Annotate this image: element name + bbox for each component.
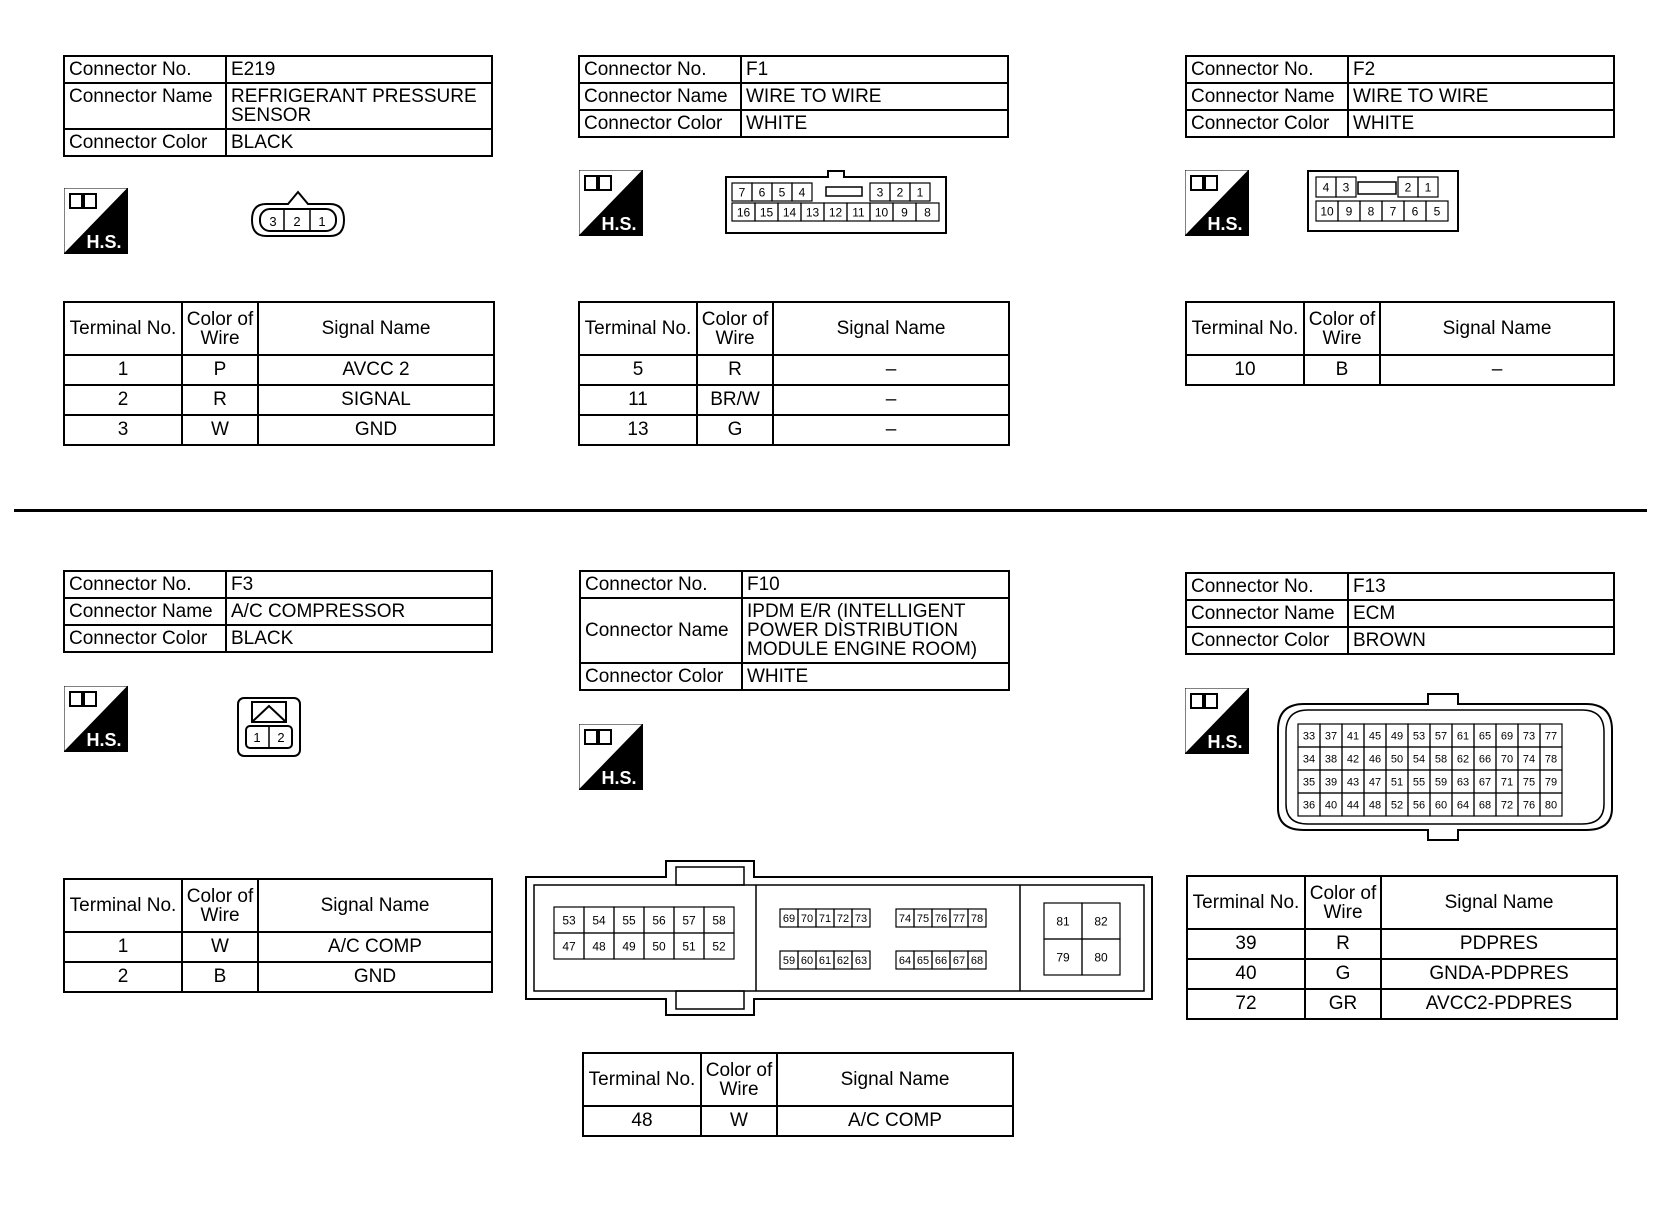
header-terminal: Terminal No. (1186, 302, 1304, 355)
pin-label: 51 (682, 939, 696, 954)
connector-face-f10 (524, 859, 1154, 1019)
pin-label: 62 (836, 954, 850, 967)
connector-no-value: F13 (1348, 573, 1614, 600)
connector-name-value: REFRIGERANT PRESSURE SENSOR (226, 83, 492, 129)
pin: 2 (277, 730, 285, 745)
pin-label: 4 (1322, 180, 1330, 195)
pin-label: 77 (952, 912, 966, 925)
key-connector-no: Connector No. (64, 571, 226, 598)
header-terminal: Terminal No. (579, 302, 697, 355)
pin-label: 39 (1324, 776, 1338, 789)
pin-label: 4 (798, 185, 806, 200)
pin-label: 64 (1456, 799, 1470, 812)
pin-grid (1298, 724, 1562, 816)
hs-label: H.S. (86, 730, 122, 750)
connector-name-value: WIRE TO WIRE (1348, 83, 1614, 110)
pin-label: 59 (1434, 776, 1448, 789)
connector-name-value: ECM (1348, 600, 1614, 627)
pin-label: 37 (1324, 730, 1338, 743)
key-connector-name: Connector Name (1186, 83, 1348, 110)
pin-label: 8 (1367, 204, 1375, 219)
connector-color-value: BLACK (226, 625, 492, 652)
header-signal: Signal Name (258, 302, 494, 355)
pin-label: 78 (1544, 753, 1558, 766)
pin-label: 47 (562, 939, 576, 954)
key-connector-color: Connector Color (64, 625, 226, 652)
pin-label: 8 (924, 205, 931, 220)
pin-layout (554, 903, 1120, 975)
key-connector-name: Connector Name (64, 598, 226, 625)
pin-label: 66 (934, 954, 948, 967)
connector-face-f2 (1306, 169, 1460, 233)
hs-label: H.S. (1207, 732, 1243, 752)
pin-label: 55 (1412, 776, 1426, 789)
connector-info-f2 (1185, 55, 1615, 138)
pin-label: 1 (916, 185, 924, 200)
connector-no-value: F3 (226, 571, 492, 598)
pin-label: 2 (896, 185, 904, 200)
pin-label: 58 (1434, 753, 1448, 766)
pin-label: 50 (652, 939, 666, 954)
connector-name-value: IPDM E/R (INTELLIGENT POWER DISTRIBUTION MODULE ENGINE ROOM) (742, 598, 1009, 663)
table-row: 5 R – (579, 355, 1009, 385)
pin-label: 42 (1346, 753, 1360, 766)
header-color-of-wire: Color of Wire (1304, 302, 1380, 355)
pin-label: 35 (1302, 776, 1316, 789)
pin-label: 76 (934, 912, 948, 925)
header-color-of-wire: Color of Wire (697, 302, 773, 355)
pin-label: 76 (1522, 799, 1536, 812)
header-signal: Signal Name (1381, 876, 1617, 929)
pin-label: 70 (1500, 753, 1514, 766)
table-row: 48 W A/C COMP (583, 1106, 1013, 1136)
pin-label: 41 (1346, 730, 1360, 743)
pin-row-bottom (1316, 201, 1448, 221)
pin-label: 58 (712, 913, 726, 928)
key-connector-no: Connector No. (1186, 573, 1348, 600)
pin-label: 3 (876, 185, 884, 200)
pin-label: 55 (622, 913, 636, 928)
table-row: 2 B GND (64, 962, 492, 992)
pin-label: 1 (1424, 180, 1432, 195)
pin-label: 56 (1412, 799, 1426, 812)
pin: 2 (293, 214, 301, 229)
pin-label: 64 (898, 954, 912, 967)
connector-color-value: WHITE (742, 663, 1009, 690)
pin-label: 63 (854, 954, 868, 967)
harness-side-icon (579, 724, 643, 790)
hs-label: H.S. (601, 768, 637, 788)
key-connector-name: Connector Name (579, 83, 741, 110)
pin-label: 6 (758, 185, 766, 200)
terminal-table-e219 (63, 301, 495, 446)
header-color-of-wire: Color of Wire (182, 302, 258, 355)
pin-label: 40 (1324, 799, 1338, 812)
pin-label: 61 (1456, 730, 1470, 743)
connector-info-f13 (1185, 572, 1615, 655)
connector-name-value: WIRE TO WIRE (741, 83, 1008, 110)
header-terminal: Terminal No. (583, 1053, 701, 1106)
key-connector-name: Connector Name (580, 598, 742, 663)
section-divider (14, 509, 1647, 512)
pin-label: 14 (782, 205, 797, 220)
pin-label: 47 (1368, 776, 1382, 789)
pin-row-top (732, 183, 930, 201)
pin-label: 48 (1368, 799, 1382, 812)
pin-label: 6 (1411, 204, 1419, 219)
pin-label: 3 (1342, 180, 1350, 195)
table-row: 40 G GNDA-PDPRES (1187, 959, 1617, 989)
header-terminal: Terminal No. (64, 879, 182, 932)
connector-name-value: A/C COMPRESSOR (226, 598, 492, 625)
connector-color-value: BROWN (1348, 627, 1614, 654)
pin-row-bottom (732, 203, 939, 221)
table-row: 11 BR/W – (579, 385, 1009, 415)
pin-label: 78 (970, 912, 984, 925)
pin-label: 67 (1478, 776, 1492, 789)
connector-info-f1 (578, 55, 1009, 138)
pin-label: 13 (805, 205, 820, 220)
pin-label: 10 (874, 205, 889, 220)
key-connector-color: Connector Color (579, 110, 741, 137)
connector-color-value: WHITE (1348, 110, 1614, 137)
header-signal: Signal Name (1380, 302, 1614, 355)
pin-label: 73 (1522, 730, 1536, 743)
connector-face-f1 (724, 169, 948, 235)
pin-label: 50 (1390, 753, 1404, 766)
connector-info-e219 (63, 55, 493, 157)
pin-label: 2 (1404, 180, 1412, 195)
pin-label: 73 (854, 912, 868, 925)
pin-label: 57 (1434, 730, 1448, 743)
pin-label: 7 (1389, 204, 1397, 219)
table-row: 1 W A/C COMP (64, 932, 492, 962)
terminal-table-f3 (63, 878, 493, 993)
pin-label: 65 (1478, 730, 1492, 743)
harness-side-icon (64, 686, 128, 752)
key-connector-name: Connector Name (1186, 600, 1348, 627)
header-signal: Signal Name (777, 1053, 1013, 1106)
pin-label: 16 (736, 205, 751, 220)
pin-label: 5 (1433, 204, 1441, 219)
key-connector-color: Connector Color (1186, 110, 1348, 137)
pin-label: 60 (1434, 799, 1448, 812)
pin-label: 80 (1094, 950, 1108, 965)
key-connector-color: Connector Color (1186, 627, 1348, 654)
connector-no-value: F2 (1348, 56, 1614, 83)
pin-label: 54 (1412, 753, 1426, 766)
header-color-of-wire: Color of Wire (182, 879, 258, 932)
harness-side-icon (1185, 170, 1249, 236)
header-color-of-wire: Color of Wire (1305, 876, 1381, 929)
pin-label: 79 (1544, 776, 1558, 789)
pin-label: 59 (782, 954, 796, 967)
pin-label: 36 (1302, 799, 1316, 812)
pin-label: 71 (1500, 776, 1514, 789)
pin-label: 66 (1478, 753, 1492, 766)
pin-label: 65 (916, 954, 930, 967)
pin-label: 69 (1500, 730, 1514, 743)
pin: 1 (253, 730, 261, 745)
pin-label: 12 (828, 205, 843, 220)
pin-label: 81 (1056, 914, 1070, 929)
connector-face-e219 (248, 188, 348, 244)
pin-label: 72 (1500, 799, 1514, 812)
pin-label: 75 (1522, 776, 1536, 789)
pin-label: 68 (970, 954, 984, 967)
connector-info-f3 (63, 570, 493, 653)
pin-label: 5 (778, 185, 786, 200)
table-row: 1 P AVCC 2 (64, 355, 494, 385)
pin-label: 62 (1456, 753, 1470, 766)
pin-label: 7 (738, 185, 746, 200)
pin-label: 53 (1412, 730, 1426, 743)
table-row: 13 G – (579, 415, 1009, 445)
connector-color-value: BLACK (226, 129, 492, 156)
pin: 1 (318, 214, 326, 229)
key-connector-name: Connector Name (64, 83, 226, 129)
pin-label: 51 (1390, 776, 1404, 789)
key-connector-no: Connector No. (1186, 56, 1348, 83)
pin-label: 68 (1478, 799, 1492, 812)
pin-label: 49 (1390, 730, 1404, 743)
harness-side-icon (579, 170, 643, 236)
connector-no-value: F1 (741, 56, 1008, 83)
pin-label: 46 (1368, 753, 1382, 766)
connector-face-f3 (236, 696, 304, 760)
hs-label: H.S. (601, 214, 637, 234)
pin-label: 79 (1056, 950, 1070, 965)
header-terminal: Terminal No. (64, 302, 182, 355)
header-signal: Signal Name (773, 302, 1009, 355)
harness-side-icon (1185, 688, 1249, 754)
pin-label: 72 (836, 912, 850, 925)
pin-label: 61 (818, 954, 832, 967)
pin-label: 34 (1302, 753, 1316, 766)
pin-label: 52 (1390, 799, 1404, 812)
key-connector-no: Connector No. (580, 571, 742, 598)
pin-label: 15 (759, 205, 774, 220)
table-row: 10 B – (1186, 355, 1614, 385)
key-connector-no: Connector No. (64, 56, 226, 83)
pin-label: 77 (1544, 730, 1558, 743)
table-row: 39 R PDPRES (1187, 929, 1617, 959)
pin-label: 67 (952, 954, 966, 967)
connector-info-f10 (579, 570, 1010, 691)
pin-label: 9 (1345, 204, 1353, 219)
table-row: 72 GR AVCC2-PDPRES (1187, 989, 1617, 1019)
key-connector-color: Connector Color (580, 663, 742, 690)
pin-label: 71 (818, 912, 832, 925)
pin-label: 74 (898, 912, 912, 925)
pin-label: 52 (712, 939, 726, 954)
harness-side-icon (64, 188, 128, 254)
terminal-table-f2 (1185, 301, 1615, 386)
hs-label: H.S. (86, 232, 122, 252)
pin-label: 75 (916, 912, 930, 925)
pin-label: 69 (782, 912, 796, 925)
hs-label: H.S. (1207, 214, 1243, 234)
connector-face-f13 (1274, 690, 1616, 846)
pin-label: 54 (592, 913, 606, 928)
pin-label: 56 (652, 913, 666, 928)
terminal-table-f10 (582, 1052, 1014, 1137)
pin-label: 70 (800, 912, 814, 925)
pin-label: 33 (1302, 730, 1316, 743)
pin-label: 11 (852, 205, 865, 220)
pin-label: 80 (1544, 799, 1558, 812)
table-row: 2 R SIGNAL (64, 385, 494, 415)
header-color-of-wire: Color of Wire (701, 1053, 777, 1106)
key-connector-no: Connector No. (579, 56, 741, 83)
header-terminal: Terminal No. (1187, 876, 1305, 929)
pin-label: 74 (1522, 753, 1536, 766)
terminal-table-f13 (1186, 875, 1618, 1020)
pin-label: 10 (1320, 204, 1334, 219)
connector-no-value: E219 (226, 56, 492, 83)
pin-label: 38 (1324, 753, 1338, 766)
connector-no-value: F10 (742, 571, 1009, 598)
pin: 3 (269, 214, 277, 229)
pin-label: 48 (592, 939, 606, 954)
pin-label: 63 (1456, 776, 1470, 789)
table-row: 3 W GND (64, 415, 494, 445)
pin-label: 82 (1094, 914, 1108, 929)
pin-label: 44 (1346, 799, 1360, 812)
connector-color-value: WHITE (741, 110, 1008, 137)
pin-label: 60 (800, 954, 814, 967)
pin-label: 53 (562, 913, 576, 928)
pin-label: 43 (1346, 776, 1360, 789)
pin-label: 57 (682, 913, 696, 928)
pin-label: 45 (1368, 730, 1382, 743)
terminal-table-f1 (578, 301, 1010, 446)
pin-label: 9 (901, 205, 908, 220)
pin-label: 49 (622, 939, 636, 954)
header-signal: Signal Name (258, 879, 492, 932)
key-connector-color: Connector Color (64, 129, 226, 156)
